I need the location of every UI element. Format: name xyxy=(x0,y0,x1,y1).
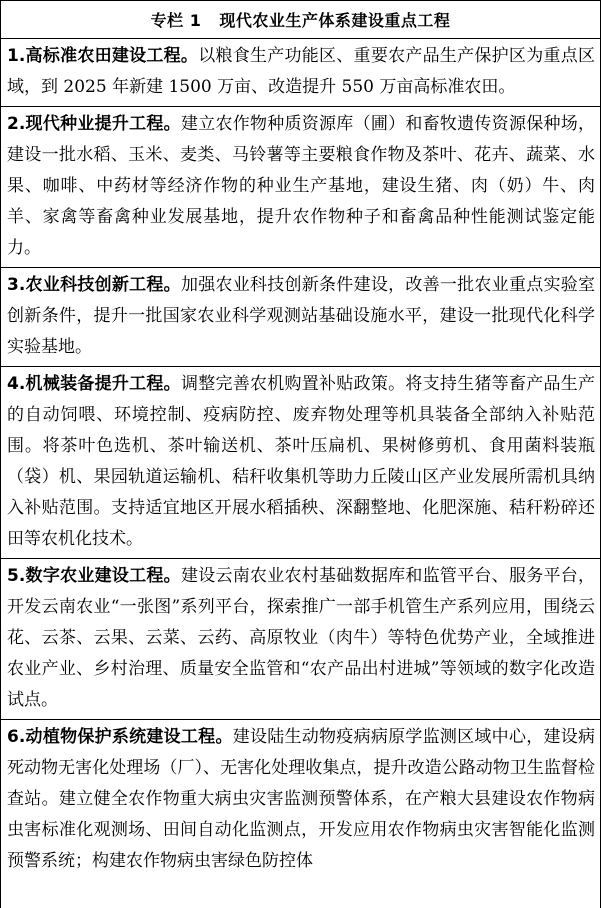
section-body: 建设陆生动物疫病病原学监测区域中心，建设病死动物无害化处理场（厂）、无害化处理收集点，提升改造公路动物卫生监督检查站。建立健全农作物重大病虫灾害监测预警体系，在产粮大县建设农作物病虫害标准化观测场、田间自动化监测点，开发应用农作物病虫灾害智能化监测预警系统；构建农作物病虫害绿色防控体 xyxy=(7,727,595,871)
section-body: 调整完善农机购置补贴政策。将支持生猪等畜产品生产的自动饲喂、环境控制、疫病防控、废弃物处理等机具装备全部纳入补贴范围。将茶叶色选机、茶叶输送机、茶叶压扁机、果树修剪机、食用菌料装瓶（袋）机、果园轨道运输机、秸秆收集机等助力丘陵山区产业发展所需机具纳入补贴范围。支持适宜地区开展水稻插秧、深翻整地、化肥深施、秸秆粉碎还田等农机化技术。 xyxy=(7,374,596,549)
column-header xyxy=(1,1,600,39)
section-plant-animal-protection xyxy=(1,720,600,880)
section-seed-industry xyxy=(1,107,600,268)
section-body: 建立农作物种质资源库（圃）和畜牧遗传资源保种场，建设一批水稻、玉米、麦类、马铃薯等主要粮食作物及茶叶、花卉、蔬菜、水果、咖啡、中药材等经济作物的种业生产基地，建设生猪、肉（奶）牛、肉羊、家禽等畜禽种业发展基地，提升农作物种子和畜禽品种性能测试鉴定能力。 xyxy=(7,114,596,258)
section-title: 6.动植物保护系统建设工程。 xyxy=(7,727,233,747)
section-title: 4.机械装备提升工程。 xyxy=(7,374,181,394)
section-title: 5.数字农业建设工程。 xyxy=(7,566,181,586)
section-agri-tech xyxy=(1,268,600,367)
column-title: 现代农业生产体系建设重点工程 xyxy=(219,11,451,30)
section-body: 建设云南农业农村基础数据库和监管平台、服务平台，开发云南农业“一张图”系列平台，探索推广一部手机管生产系列应用，围绕云花、云茶、云果、云菜、云药、高原牧业（肉牛）等特色优势产业，全域推进农业产业、乡村治理、质量安全监管和“农产品出村进城”等领域的数字化改造试点。 xyxy=(7,566,596,710)
section-farmland xyxy=(1,39,600,107)
section-title: 2.现代种业提升工程。 xyxy=(7,114,181,134)
section-body: 加强农业科技创新条件建设，改善一批农业重点实验室创新条件，提升一批国家农业科学观测站基础设施水平，建设一批现代化科学实验基地。 xyxy=(7,275,596,357)
section-title: 3.农业科技创新工程。 xyxy=(7,275,181,295)
section-machinery xyxy=(1,367,600,559)
section-digital-agri xyxy=(1,559,600,720)
column-number: 专栏 1 xyxy=(150,11,202,30)
section-title: 1.高标准农田建设工程。 xyxy=(7,46,199,66)
section-body: 以粮食生产功能区、重要农产品生产保护区为重点区域，到 2025 年新建 1500 万亩、改造提升 550 万亩高标准农田。 xyxy=(7,46,595,97)
